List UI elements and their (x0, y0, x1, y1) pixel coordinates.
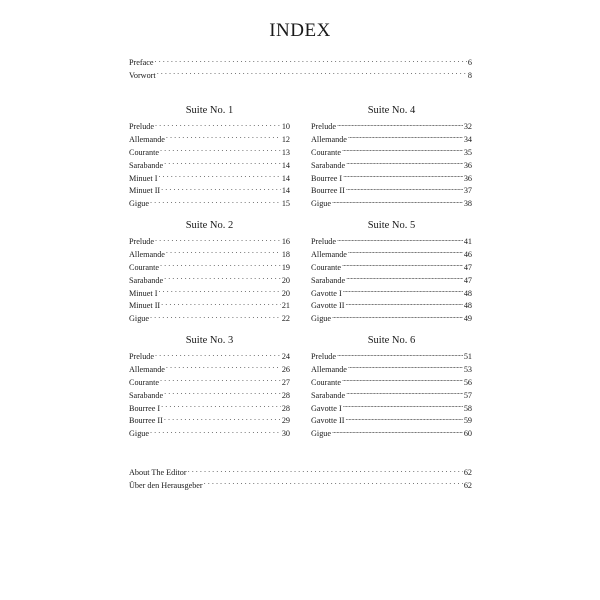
entry-page: 22 (281, 314, 290, 324)
dot-leader (337, 234, 463, 244)
toc-entry[interactable] (311, 286, 472, 299)
entry-page: 48 (463, 301, 472, 311)
dot-leader (332, 311, 463, 321)
dot-leader (332, 196, 463, 206)
entry-page: 49 (463, 314, 472, 324)
toc-entry[interactable] (129, 413, 290, 426)
toc-entry-vorwort[interactable] (129, 68, 472, 81)
entry-label: Sarabande (311, 390, 346, 400)
dot-leader (332, 426, 463, 436)
toc-entry[interactable] (129, 247, 290, 260)
toc-entry-about-editor[interactable] (129, 465, 472, 478)
toc-entry[interactable] (311, 183, 472, 196)
toc-entry[interactable] (311, 247, 472, 260)
entry-page: 24 (281, 352, 290, 361)
dot-leader (161, 183, 281, 193)
toc-entry[interactable] (129, 183, 290, 196)
toc-entry[interactable] (129, 119, 290, 132)
entry-page: 28 (281, 403, 290, 413)
suite-section-1 (129, 104, 290, 209)
entry-label: Bourree II (129, 416, 163, 426)
dot-leader (155, 234, 281, 244)
entry-page: 14 (281, 186, 290, 196)
dot-leader (342, 375, 463, 385)
entry-label: Minuet II (129, 301, 161, 311)
toc-entry-preface[interactable] (129, 55, 472, 68)
entry-label: Prelude (129, 237, 155, 246)
dot-leader (161, 298, 281, 308)
dot-leader (342, 145, 463, 155)
toc-entry[interactable] (129, 298, 290, 311)
suite-section-4 (311, 104, 472, 209)
toc-entry[interactable] (129, 260, 290, 273)
entry-page: 28 (281, 390, 290, 400)
toc-entry[interactable] (129, 286, 290, 299)
toc-entry[interactable] (129, 375, 290, 388)
dot-leader (150, 196, 281, 206)
entry-page: 16 (281, 237, 290, 246)
toc-entry[interactable] (311, 375, 472, 388)
entry-label: Gavotte I (311, 403, 342, 413)
dot-leader (343, 171, 463, 181)
entry-label: Courante (311, 147, 342, 157)
entry-label: Courante (311, 262, 342, 272)
entry-page: 53 (463, 364, 472, 374)
suite-section-5 (311, 219, 472, 324)
dot-leader (158, 286, 280, 296)
entry-label: Allemande (311, 364, 347, 374)
suite-section-6 (311, 334, 472, 439)
entry-label: Sarabande (311, 160, 346, 170)
entry-label: About The Editor (129, 468, 187, 477)
entry-label: Minuet II (129, 186, 161, 196)
entry-label: Gigue (311, 199, 332, 209)
entry-page: 62 (463, 480, 472, 490)
toc-entry[interactable] (311, 388, 472, 401)
dot-leader (337, 349, 463, 359)
entry-page: 12 (281, 134, 290, 144)
dot-leader (157, 68, 467, 78)
toc-entry[interactable] (311, 298, 472, 311)
suite-heading: Suite No. 5 (367, 220, 416, 231)
entry-page: 51 (463, 352, 472, 361)
dot-leader (166, 132, 281, 142)
toc-entry[interactable] (311, 426, 472, 439)
entry-page: 15 (281, 199, 290, 209)
entry-page: 35 (463, 147, 472, 157)
dot-leader (337, 119, 463, 129)
entry-page: 30 (281, 429, 290, 439)
entry-label: Gavotte II (311, 301, 345, 311)
dot-leader (204, 478, 463, 488)
dot-leader (158, 171, 280, 181)
dot-leader (348, 362, 463, 372)
toc-entry[interactable] (129, 362, 290, 375)
entry-page: 38 (463, 199, 472, 209)
toc-entry[interactable] (129, 273, 290, 286)
toc-entry-uber-herausgeber[interactable] (129, 478, 472, 491)
toc-entry[interactable] (311, 413, 472, 426)
entry-page: 46 (463, 249, 472, 259)
entry-page: 56 (463, 377, 472, 387)
toc-entry[interactable] (311, 196, 472, 209)
entry-page: 20 (281, 275, 290, 285)
suite-heading: Suite No. 4 (367, 105, 416, 116)
dot-leader (345, 298, 462, 308)
dot-leader (345, 413, 462, 423)
entry-label: Allemande (129, 364, 165, 374)
entry-label: Prelude (129, 352, 155, 361)
entry-page: 19 (281, 262, 290, 272)
dot-leader (342, 260, 463, 270)
entry-page: 62 (463, 468, 472, 477)
entry-page: 27 (281, 377, 290, 387)
toc-entry[interactable] (129, 388, 290, 401)
entry-label: Sarabande (129, 275, 164, 285)
toc-entry[interactable] (129, 158, 290, 171)
toc-entry[interactable] (129, 171, 290, 184)
toc-entry[interactable] (311, 145, 472, 158)
entry-label: Über den Herausgeber (129, 480, 203, 490)
suite-section-2 (129, 219, 290, 324)
entry-page: 8 (467, 70, 472, 80)
entry-page: 14 (281, 160, 290, 170)
toc-entry[interactable] (311, 260, 472, 273)
entry-label: Preface (129, 58, 154, 67)
dot-leader (160, 260, 281, 270)
toc-entry[interactable] (311, 234, 472, 247)
entry-page: 34 (463, 134, 472, 144)
entry-label: Prelude (311, 352, 337, 361)
entry-page: 13 (281, 147, 290, 157)
toc-entry[interactable] (129, 401, 290, 414)
entry-page: 26 (281, 364, 290, 374)
entry-label: Minuet I (129, 288, 158, 298)
toc-entry[interactable] (311, 273, 472, 286)
entry-page: 36 (463, 173, 472, 183)
suite-heading: Suite No. 6 (367, 335, 416, 346)
entry-page: 41 (463, 237, 472, 246)
dot-leader (346, 388, 463, 398)
entry-label: Allemande (129, 134, 165, 144)
toc-entry[interactable] (311, 158, 472, 171)
suite-section-3 (129, 334, 290, 439)
suite-heading: Suite No. 1 (185, 105, 234, 116)
entry-label: Bourree I (129, 403, 161, 413)
entry-label: Vorwort (129, 70, 156, 80)
dot-leader (343, 401, 463, 411)
dot-leader (188, 465, 463, 475)
page-title: INDEX (269, 20, 331, 41)
entry-page: 58 (463, 403, 472, 413)
dot-leader (346, 158, 463, 168)
toc-entry[interactable] (129, 426, 290, 439)
suite-heading: Suite No. 3 (185, 335, 234, 346)
dot-leader (164, 158, 281, 168)
entry-label: Minuet I (129, 173, 158, 183)
dot-leader (155, 119, 281, 129)
entry-page: 48 (463, 288, 472, 298)
dot-leader (160, 375, 281, 385)
dot-leader (348, 132, 463, 142)
toc-entry[interactable] (311, 171, 472, 184)
dot-leader (166, 362, 281, 372)
back-matter-list (129, 465, 472, 491)
suite-heading: Suite No. 2 (185, 220, 234, 231)
entry-label: Gigue (129, 314, 150, 324)
entry-label: Sarabande (311, 275, 346, 285)
dot-leader (155, 55, 467, 65)
entry-label: Allemande (311, 249, 347, 259)
toc-entry[interactable] (129, 132, 290, 145)
entry-label: Courante (129, 262, 160, 272)
toc-entry[interactable] (311, 349, 472, 362)
entry-label: Gigue (311, 429, 332, 439)
dot-leader (164, 388, 281, 398)
entry-page: 60 (463, 429, 472, 439)
entry-label: Courante (311, 377, 342, 387)
dot-leader (346, 183, 463, 193)
entry-label: Gavotte I (311, 288, 342, 298)
entry-label: Bourree I (311, 173, 343, 183)
entry-label: Gigue (129, 199, 150, 209)
entry-label: Gigue (129, 429, 150, 439)
dot-leader (164, 273, 281, 283)
toc-entry[interactable] (311, 401, 472, 414)
entry-page: 47 (463, 275, 472, 285)
toc-entry[interactable] (311, 311, 472, 324)
entry-page: 47 (463, 262, 472, 272)
entry-page: 37 (463, 186, 472, 196)
entry-page: 29 (281, 416, 290, 426)
entry-label: Bourree II (311, 186, 345, 196)
entry-label: Allemande (311, 134, 347, 144)
front-matter-list (129, 55, 472, 81)
entry-page: 18 (281, 249, 290, 259)
entry-label: Gavotte II (311, 416, 345, 426)
entry-page: 36 (463, 160, 472, 170)
dot-leader (348, 247, 463, 257)
entry-label: Allemande (129, 249, 165, 259)
dot-leader (164, 413, 281, 423)
entry-label: Courante (129, 147, 160, 157)
entry-label: Sarabande (129, 160, 164, 170)
toc-entry[interactable] (129, 145, 290, 158)
toc-entry[interactable] (129, 311, 290, 324)
toc-entry[interactable] (311, 362, 472, 375)
toc-entry[interactable] (311, 132, 472, 145)
entry-label: Gigue (311, 314, 332, 324)
toc-entry[interactable] (129, 196, 290, 209)
entry-label: Sarabande (129, 390, 164, 400)
entry-page: 59 (463, 416, 472, 426)
entry-page: 57 (463, 390, 472, 400)
toc-entry[interactable] (129, 234, 290, 247)
entry-page: 20 (281, 288, 290, 298)
entry-page: 21 (281, 301, 290, 311)
entry-label: Prelude (311, 237, 337, 246)
entry-page: 14 (281, 173, 290, 183)
dot-leader (150, 426, 281, 436)
toc-entry[interactable] (129, 349, 290, 362)
entry-label: Prelude (129, 122, 155, 131)
dot-leader (346, 273, 463, 283)
dot-leader (150, 311, 281, 321)
entry-label: Courante (129, 377, 160, 387)
entry-page: 10 (281, 122, 290, 131)
dot-leader (161, 401, 281, 411)
dot-leader (155, 349, 281, 359)
dot-leader (343, 286, 463, 296)
dot-leader (166, 247, 281, 257)
toc-entry[interactable] (311, 119, 472, 132)
dot-leader (160, 145, 281, 155)
entry-page: 6 (467, 58, 472, 67)
entry-label: Prelude (311, 122, 337, 131)
entry-page: 32 (463, 122, 472, 131)
